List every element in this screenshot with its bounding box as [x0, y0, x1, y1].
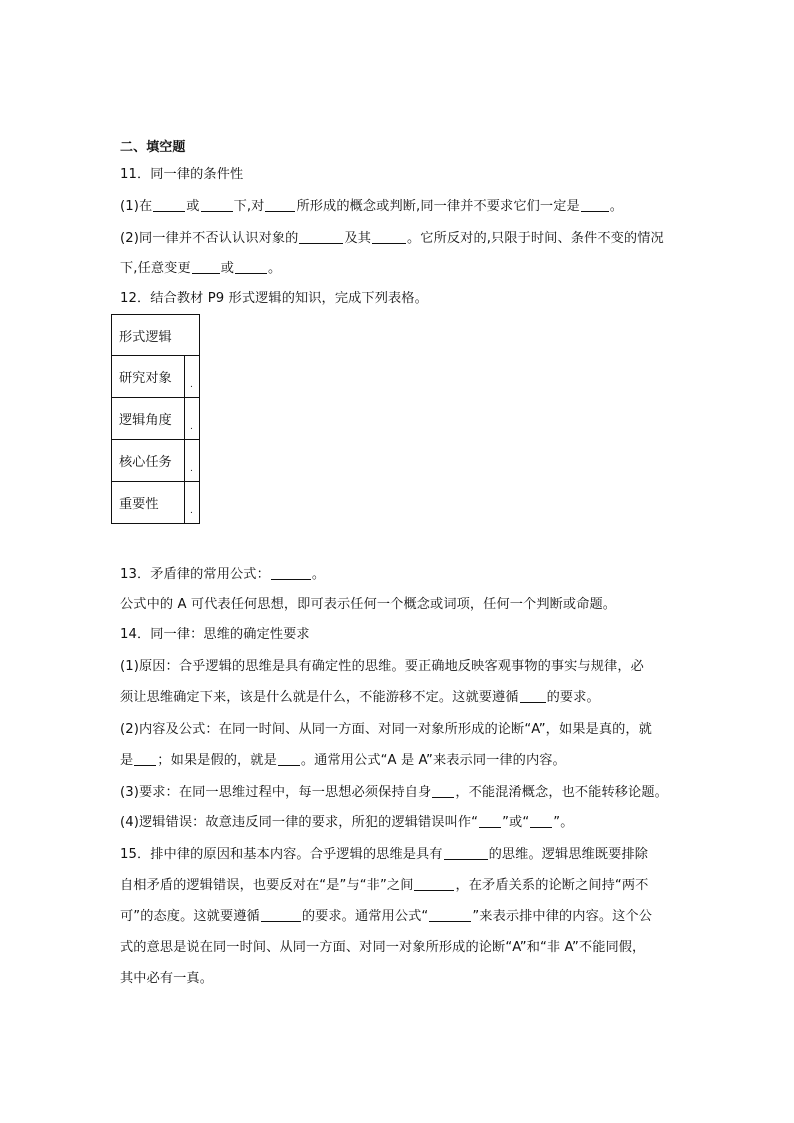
table-answer-cell: [185, 440, 200, 482]
blank-line: [235, 259, 267, 274]
blank-line: [271, 565, 311, 580]
text-segment: 。它所反对的,只限于时间、条件不变的情况: [407, 231, 664, 246]
q13-note: 公式中的 A 可代表任何思想，即可表示任何一个概念或词项，任何一个判断或命题。: [120, 597, 617, 612]
blank-line: [372, 229, 406, 244]
text-segment: 或: [220, 261, 235, 276]
blank-line: [201, 197, 233, 212]
table-answer-cell: [185, 482, 200, 524]
table-header-cell: 形式逻辑: [112, 315, 200, 356]
table-row: [112, 356, 200, 398]
text-segment: (1)在: [120, 199, 153, 214]
text-segment: 。: [268, 261, 282, 276]
text-segment: 下,对: [233, 199, 265, 214]
text-segment: ”来表示排中律的内容。这个公: [472, 909, 653, 924]
blank-line: [278, 751, 300, 766]
table-answer-cell: [185, 356, 200, 398]
blank-line: [414, 876, 454, 891]
text-segment: 13．矛盾律的常用公式：: [120, 567, 270, 582]
cell-marker: .: [190, 380, 193, 390]
q15-line3: [120, 907, 680, 927]
text-segment: (2)同一律并不否认认识对象的: [120, 231, 299, 246]
q15-line4: 式的意思是说在同一时间、从同一方面、对同一对象所形成的论断“A”和“非 A”不能同假，: [120, 940, 646, 955]
text-segment: ”。: [553, 815, 574, 830]
formal-logic-table: [111, 314, 200, 524]
text-segment: 的要求。: [546, 690, 600, 705]
text-segment: 可”的态度。这就要遵循: [120, 909, 260, 924]
table-row: [112, 398, 200, 440]
text-segment: 。: [609, 199, 624, 214]
text-segment: 自相矛盾的逻辑错误，也要反对在“是”与“非”之间: [120, 878, 414, 893]
text-segment: 的要求。通常用公式“: [301, 909, 429, 924]
table-label-cell: 逻辑角度: [112, 398, 185, 440]
blank-line: [479, 813, 501, 828]
cell-marker: .: [190, 506, 193, 516]
q14-part2-line2: [120, 751, 680, 771]
blank-line: [530, 813, 552, 828]
text-segment: 。: [311, 567, 326, 582]
q11-part3: [120, 259, 680, 279]
text-segment: ”或“: [502, 815, 530, 830]
q15-line1: [120, 845, 680, 865]
text-segment: 或: [186, 199, 200, 214]
text-segment: 15．排中律的原因和基本内容。合乎逻辑的思维是具有: [120, 847, 443, 862]
table-label-cell: 研究对象: [112, 356, 185, 398]
blank-line: [261, 907, 301, 922]
table-label-cell: 核心任务: [112, 440, 185, 482]
text-segment: ，在矛盾关系的论断之间持“两不: [455, 878, 649, 893]
q12-title: 12．结合教材 P9 形式逻辑的知识，完成下列表格。: [120, 291, 428, 306]
table-row: [112, 440, 200, 482]
text-segment: ，不能混淆概念，也不能转移论题。: [455, 785, 668, 800]
blank-line: [134, 751, 156, 766]
q15-line5: 其中必有一真。: [120, 971, 214, 986]
blank-line: [444, 845, 488, 860]
text-segment: 须让思维确定下来，该是什么就是什么，不能游移不定。这就要遵循: [120, 690, 519, 705]
text-segment: 及其: [344, 231, 372, 246]
q14-part1-line1: (1)原因：合乎逻辑的思维是具有确定性的思维。要正确地反映客观事物的事实与规律，必: [120, 659, 644, 674]
q14-title: 14．同一律：思维的确定性要求: [120, 627, 310, 642]
cell-marker: .: [190, 464, 193, 474]
q14-part1-line2: [120, 688, 680, 708]
text-segment: 。通常用公式“A 是 A”来表示同一律的内容。: [300, 753, 566, 768]
blank-line: [192, 259, 220, 274]
q11-part1: [120, 197, 680, 217]
blank-line: [432, 783, 454, 798]
blank-line: [429, 907, 471, 922]
q14-part4: [120, 813, 680, 833]
blank-line: [299, 229, 343, 244]
section-title: 二、填空题: [120, 140, 186, 155]
text-segment: 是: [120, 753, 134, 768]
blank-line: [153, 197, 185, 212]
blank-line: [581, 197, 609, 212]
text-segment: ；如果是假的，就是: [157, 753, 277, 768]
q14-part3: [120, 783, 680, 803]
text-segment: (3)要求：在同一思维过程中，每一思想必须保持自身: [120, 785, 432, 800]
table-header-row: [112, 315, 200, 356]
text-segment: (4)逻辑错误：故意违反同一律的要求，所犯的逻辑错误叫作“: [120, 815, 479, 830]
cell-marker: .: [190, 422, 193, 432]
q11-part2: [120, 229, 680, 249]
q13-formula: [120, 565, 680, 585]
table-answer-cell: [185, 398, 200, 440]
table-row: [112, 482, 200, 524]
text-segment: 所形成的概念或判断,同一律并不要求它们一定是: [296, 199, 580, 214]
q15-line2: [120, 876, 680, 896]
text-segment: 的思维。逻辑思维既要排除: [488, 847, 649, 862]
blank-line: [520, 688, 546, 703]
blank-line: [265, 197, 295, 212]
q14-part2-line1: (2)内容及公式：在同一时间、从同一方面、对同一对象所形成的论断“A”，如果是真的，就: [120, 722, 652, 737]
q11-title: 11．同一律的条件性: [120, 167, 244, 182]
table-label-cell: 重要性: [112, 482, 185, 524]
text-segment: 下,任意变更: [120, 261, 191, 276]
